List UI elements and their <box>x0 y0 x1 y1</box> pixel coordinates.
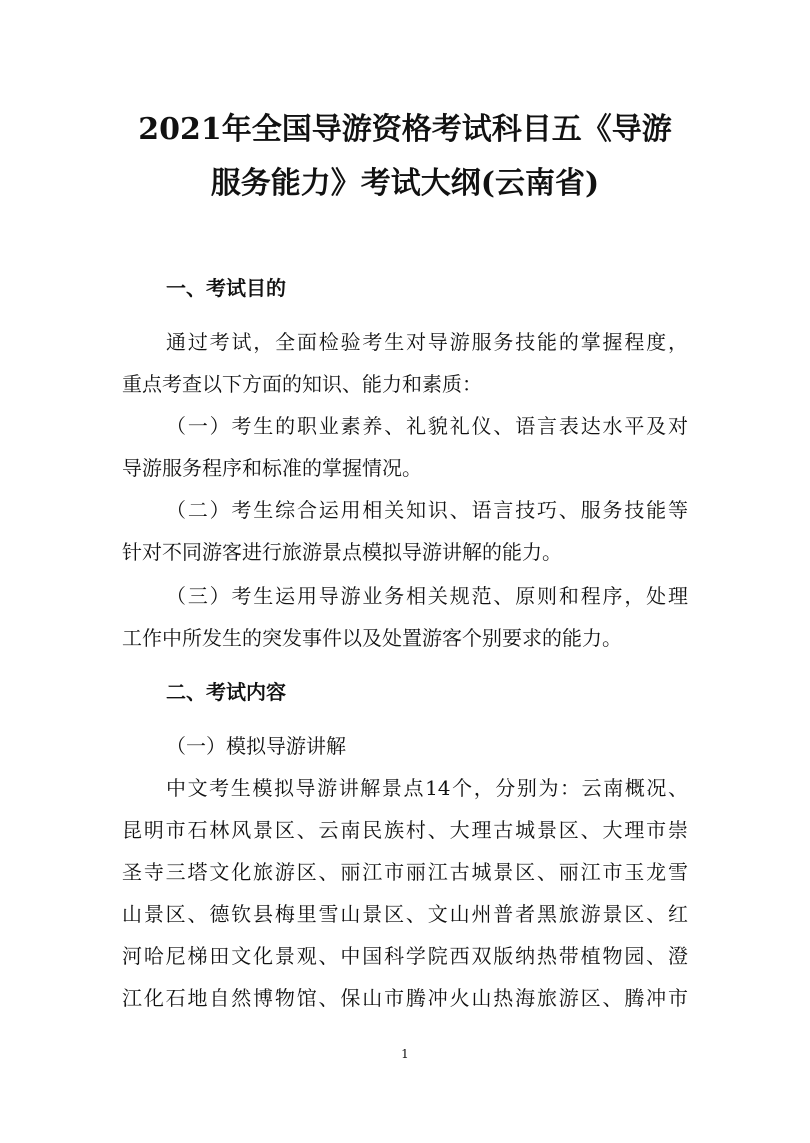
document-title-line-1: 2021年全国导游资格考试科目五《导游 <box>138 112 672 147</box>
paragraph-line: 山景区、德钦县梅里雪山景区、文山州普者黑旅游景区、红 <box>122 902 688 926</box>
paragraph-line: 江化石地自然博物馆、保山市腾冲火山热海旅游区、腾冲市 <box>122 986 688 1010</box>
document-title-line-2: 服务能力》考试大纲(云南省) <box>210 166 600 201</box>
list-item-line: 针对不同游客进行旅游景点模拟导游讲解的能力。 <box>122 540 562 564</box>
list-item-line: （二）考生综合运用相关知识、语言技巧、服务技能等 <box>166 498 688 522</box>
section-heading-exam-purpose: 一、考试目的 <box>166 276 286 300</box>
subsection-heading-mock-guiding: （一）模拟导游讲解 <box>166 734 346 758</box>
list-item-line: 工作中所发生的突发事件以及处置游客个别要求的能力。 <box>122 626 622 650</box>
paragraph-line: 河哈尼梯田文化景观、中国科学院西双版纳热带植物园、澄 <box>122 944 688 968</box>
paragraph-line: 圣寺三塔文化旅游区、丽江市丽江古城景区、丽江市玉龙雪 <box>122 860 688 884</box>
list-item-line: （三）考生运用导游业务相关规范、原则和程序，处理 <box>166 584 688 608</box>
list-item-line: 导游服务程序和标准的掌握情况。 <box>122 456 422 480</box>
list-item-line: （一）考生的职业素养、礼貌礼仪、语言表达水平及对 <box>166 414 688 438</box>
page-number: 1 <box>401 1047 409 1061</box>
paragraph-line: 中文考生模拟导游讲解景点14个，分别为：云南概况、 <box>166 776 688 800</box>
paragraph-line: 重点考查以下方面的知识、能力和素质： <box>122 372 482 396</box>
section-heading-exam-content: 二、考试内容 <box>166 680 286 704</box>
paragraph-line: 通过考试，全面检验考生对导游服务技能的掌握程度， <box>166 330 688 354</box>
paragraph-line: 昆明市石林风景区、云南民族村、大理古城景区、大理市崇 <box>122 818 688 842</box>
